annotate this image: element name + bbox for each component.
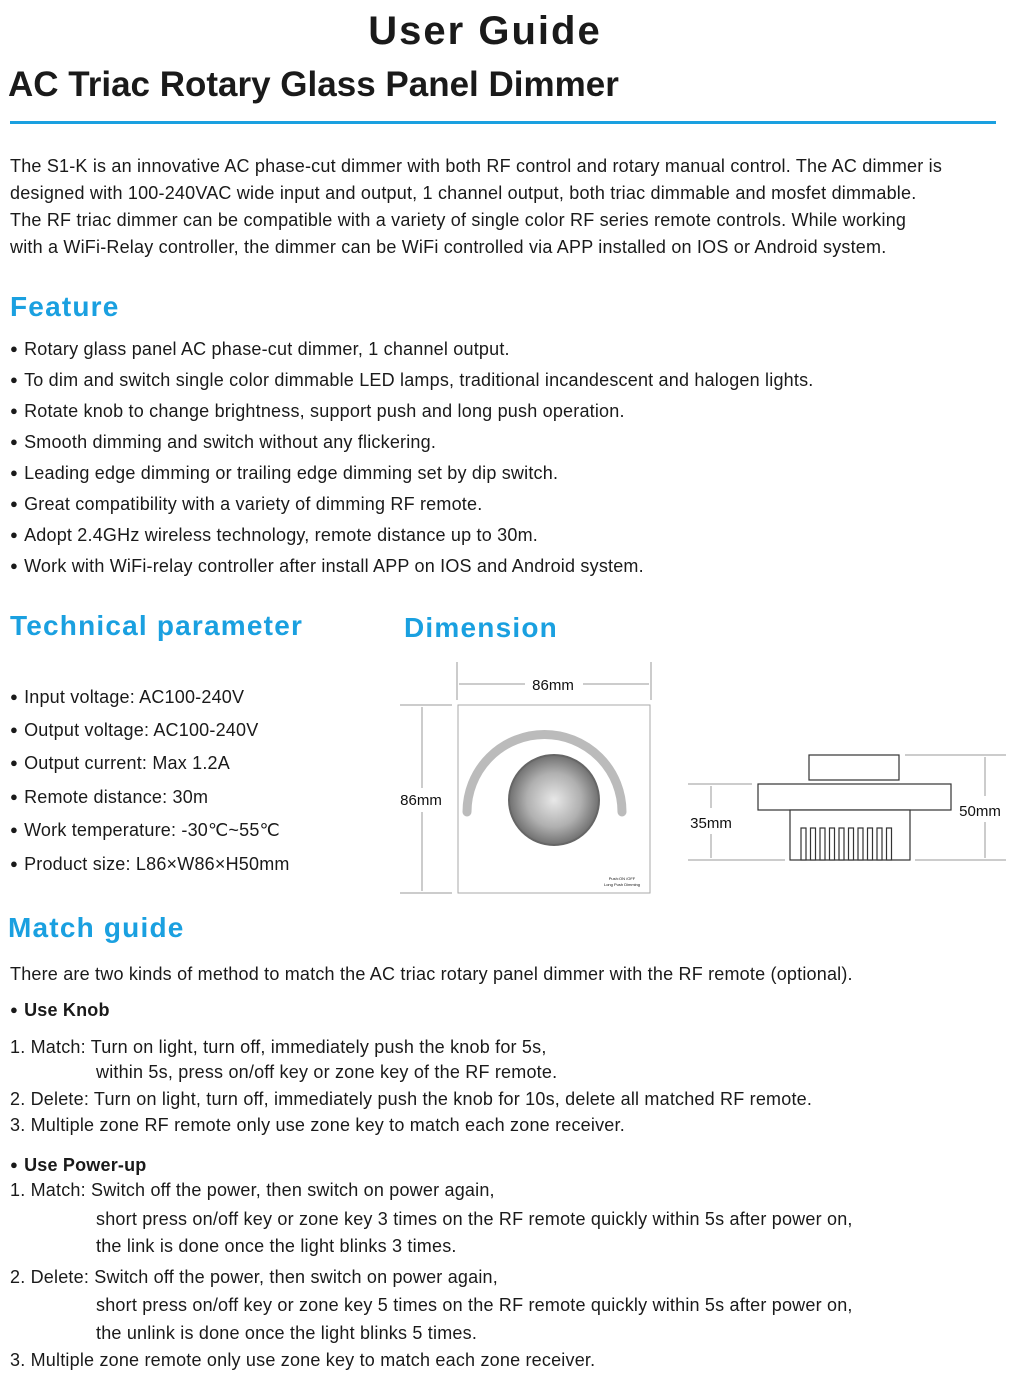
match-guide-heading: Match guide [8, 912, 185, 943]
intro-line: designed with 100-240VAC wide input and output, 1 channel output, both triac dimmable and mosfet dimmable. [10, 183, 917, 203]
page-title: User Guide [368, 9, 602, 53]
dimension-heading: Dimension [404, 612, 558, 643]
use-power-up-title: ● Use Power-up [10, 1153, 147, 1179]
height-label: 86mm [400, 792, 442, 809]
intro-line: The S1-K is an innovative AC phase-cut dimmer with both RF control and rotary manual control. The AC dimmer is [10, 156, 943, 176]
heatsink-fin [877, 828, 882, 860]
feature-item: ● Rotate knob to change brightness, support push and long push operation. [10, 399, 625, 425]
feature-item: ● To dim and switch single color dimmable LED lamps, traditional incandescent and halogen lights. [10, 368, 813, 394]
heatsink-fin [811, 828, 816, 860]
heatsink-fin [801, 828, 806, 860]
body-depth-label: 35mm [690, 815, 732, 832]
heatsink-fin [830, 828, 835, 860]
use-knob-title: ● Use Knob [10, 998, 110, 1024]
knob-step: 3. Multiple zone RF remote only use zone key to match each zone receiver. [10, 1115, 625, 1135]
rotary-knob [509, 755, 599, 845]
intro-line: with a WiFi-Relay controller, the dimmer can be WiFi controlled via APP installed on IOS or Android system. [10, 237, 887, 257]
width-label: 86mm [532, 677, 574, 694]
spec-item: ● Product size: L86×W86×H50mm [10, 852, 290, 878]
power-step: short press on/off key or zone key 5 times on the RF remote quickly within 5s after power on, [96, 1295, 853, 1315]
power-step: 3. Multiple zone remote only use zone key to match each zone receiver. [10, 1350, 596, 1370]
spec-item: ● Remote distance: 30m [10, 785, 208, 811]
spec-item: ● Output current: Max 1.2A [10, 751, 230, 777]
power-step: 2. Delete: Switch off the power, then switch on power again, [10, 1267, 498, 1287]
product-title: AC Triac Rotary Glass Panel Dimmer [8, 65, 619, 104]
feature-item: ● Great compatibility with a variety of dimming RF remote. [10, 492, 482, 518]
spec-item: ● Work temperature: -30℃~55℃ [10, 818, 280, 844]
feature-item: ● Rotary glass panel AC phase-cut dimmer, 1 channel output. [10, 337, 510, 363]
panel-text: Long Push Dimming [603, 882, 641, 887]
feature-heading: Feature [10, 291, 120, 322]
knob-step: 1. Match: Turn on light, turn off, immediately push the knob for 5s, [10, 1037, 547, 1057]
spec-item: ● Input voltage: AC100-240V [10, 685, 244, 711]
power-step: 1. Match: Switch off the power, then switch on power again, [10, 1180, 495, 1200]
intro-line: The RF triac dimmer can be compatible with a variety of single color RF series remote controls. While working [10, 210, 907, 230]
heatsink-fin [820, 828, 825, 860]
spec-item: ● Output voltage: AC100-240V [10, 718, 258, 744]
feature-item: ● Smooth dimming and switch without any flickering. [10, 430, 436, 456]
power-step: the link is done once the light blinks 3 times. [96, 1236, 457, 1256]
feature-item: ● Leading edge dimming or trailing edge dimming set by dip switch. [10, 461, 558, 487]
heatsink-fin [839, 828, 844, 860]
heatsink-fin [849, 828, 854, 860]
knob-step: within 5s, press on/off key or zone key of the RF remote. [96, 1062, 558, 1082]
knob-step: 2. Delete: Turn on light, turn off, immediately push the knob for 10s, delete all matched RF remote. [10, 1089, 813, 1109]
match-intro: There are two kinds of method to match the AC triac rotary panel dimmer with the RF remote (optional). [10, 964, 853, 984]
feature-item: ● Work with WiFi-relay controller after install APP on IOS and Android system. [10, 554, 644, 580]
heatsink-fin [868, 828, 873, 860]
power-step: the unlink is done once the light blinks 5 times. [96, 1323, 478, 1343]
power-step: short press on/off key or zone key 3 times on the RF remote quickly within 5s after power on, [96, 1209, 853, 1229]
feature-item: ● Adopt 2.4GHz wireless technology, remote distance up to 30m. [10, 523, 538, 549]
side-view [758, 755, 951, 860]
panel-text: Push:ON /OFF [608, 876, 636, 881]
heatsink-fin [858, 828, 863, 860]
heatsink-fin [887, 828, 892, 860]
total-depth-label: 50mm [959, 803, 1001, 820]
technical-heading: Technical parameter [10, 610, 304, 641]
